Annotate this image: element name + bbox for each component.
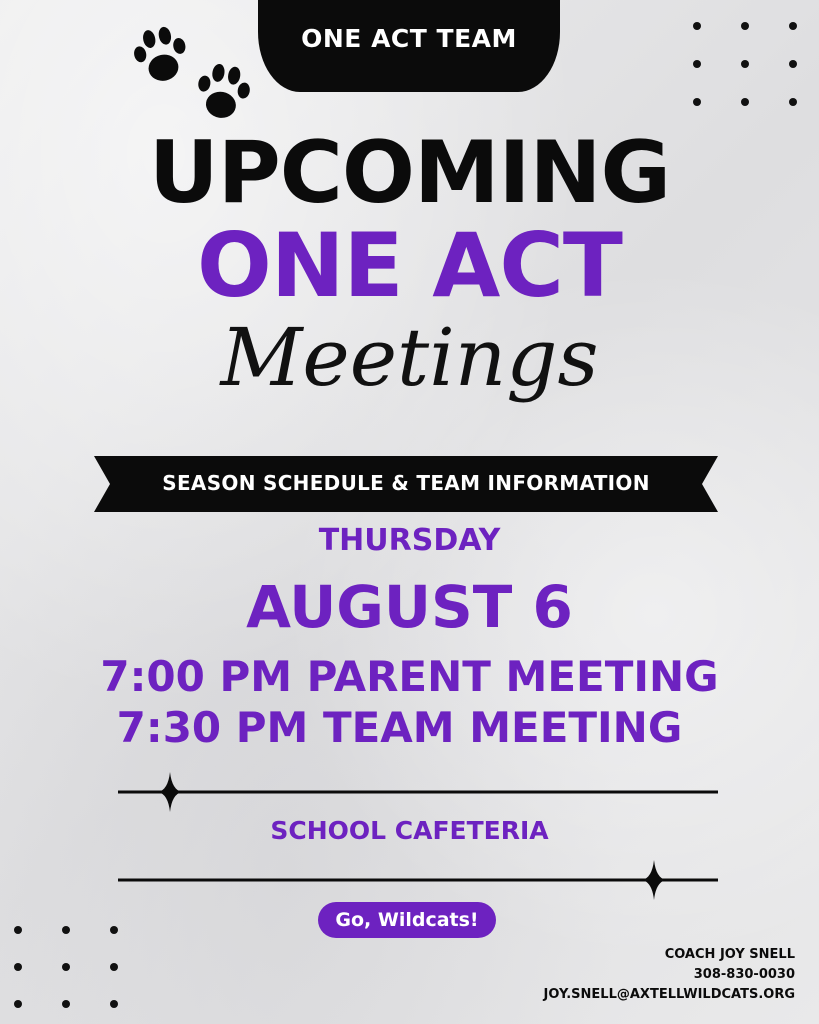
paw-print-icon	[194, 62, 252, 124]
title-one-act: ONE ACT	[197, 214, 622, 317]
title-upcoming: UPCOMING	[148, 123, 671, 223]
sparkle-icon	[642, 860, 666, 900]
divider-line	[110, 772, 720, 812]
contact-phone: 308-830-0030	[693, 967, 795, 982]
event-location: SCHOOL CAFETERIA	[270, 816, 549, 845]
contact-name: COACH JOY SNELL	[664, 947, 795, 962]
divider-line	[110, 860, 720, 900]
cheer-badge: Go, Wildcats!	[318, 902, 496, 938]
event-time-parent-meeting: 7:00 PM PARENT MEETING	[100, 652, 719, 701]
banner-label: SEASON SCHEDULE & TEAM INFORMATION	[162, 471, 650, 495]
event-date: AUGUST 6	[246, 573, 573, 641]
header-tab-label: ONE ACT TEAM	[301, 24, 517, 53]
event-day: THURSDAY	[318, 523, 501, 558]
event-time-team-meeting: 7:30 PM TEAM MEETING	[116, 703, 683, 752]
sparkle-icon	[158, 772, 182, 812]
title-meetings: Meetings	[220, 311, 599, 404]
decorative-dot-grid	[693, 22, 797, 106]
paw-print-icon	[132, 26, 190, 86]
decorative-dot-grid	[14, 926, 118, 1008]
contact-email: JOY.SNELL@AXTELLWILDCATS.ORG	[543, 987, 795, 1002]
